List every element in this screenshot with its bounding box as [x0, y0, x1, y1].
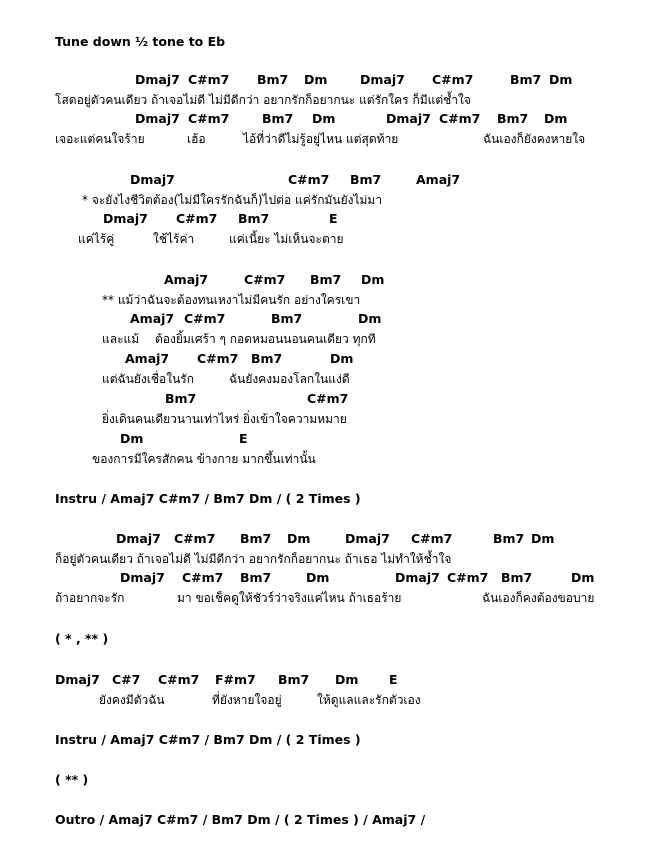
- chord: Dmaj7: [130, 172, 175, 187]
- lyric-segment: ฉันยังคงมองโลกในแง่ดี: [229, 372, 350, 386]
- lyric-line: โสดอยู่ตัวคนเดียว ถ้าเจอไม่ดี ไม่มีดีกว่า อยากรักก็อยากนะ แต่รักใคร ก็มีแต่ช้ำใจ: [55, 93, 471, 107]
- chord: C#m7: [197, 351, 239, 366]
- chord: Bm7: [240, 570, 272, 585]
- chord: Dmaj7: [345, 531, 390, 546]
- chord: Dm: [358, 311, 382, 326]
- chord: Bm7: [165, 391, 197, 406]
- instrumental-line: Instru / Amaj7 C#m7 / Bm7 Dm / ( 2 Times ): [55, 732, 361, 747]
- lyric-segment: ฉันเองก็คงต้องขอบาย: [482, 591, 595, 605]
- chord: Bm7: [251, 351, 283, 366]
- chord: C#m7: [288, 172, 330, 187]
- lyric-line: ของการมีใครสักคน ข้างกาย มากขึ้นเท่านั้น: [92, 452, 316, 466]
- chord: Dm: [330, 351, 354, 366]
- lyric-segment: ยังคงมีตัวฉัน: [99, 693, 165, 707]
- chord: C#m7: [411, 531, 453, 546]
- lyric-segment: ไอ้ที่ว่าดีไม่รู้อยู่ไหน แต่สุดท้าย: [243, 132, 399, 146]
- lyric-segment: แค่เนี้ยะ ไม่เห็นจะตาย: [229, 232, 344, 246]
- chord: Dm: [287, 531, 311, 546]
- chord: Bm7: [238, 211, 270, 226]
- chord: Dmaj7: [120, 570, 165, 585]
- chord: Bm7: [278, 672, 310, 687]
- chord: Bm7: [350, 172, 382, 187]
- chord: Dm: [549, 72, 573, 87]
- lyric-line: ยิ่งเดินคนเดียวนานเท่าไหร่ ยิ่งเข้าใจความหมาย: [102, 412, 347, 426]
- chord: Bm7: [493, 531, 525, 546]
- lyric-segment: มา ขอเช็คดูให้ชัวร์ว่าจริงแค่ไหน ถ้าเธอร้าย: [177, 591, 402, 605]
- lyric-segment: แต่ฉันยังเชื่อในรัก: [102, 372, 195, 386]
- instrumental-line: Instru / Amaj7 C#m7 / Bm7 Dm / ( 2 Times ): [55, 491, 361, 506]
- repeat-marker: ( * , ** ): [55, 631, 109, 646]
- chord: C#m7: [439, 111, 481, 126]
- chord: Dm: [312, 111, 336, 126]
- chord: C#m7: [182, 570, 224, 585]
- chord: Amaj7: [130, 311, 175, 326]
- chord: Amaj7: [164, 272, 209, 287]
- chord: F#m7: [215, 672, 256, 687]
- chord: Dmaj7: [135, 111, 180, 126]
- lyric-segment: ใช้ไร้ค่า: [153, 232, 195, 246]
- chord: C#m7: [447, 570, 489, 585]
- chord: Dmaj7: [116, 531, 161, 546]
- chord: Dmaj7: [103, 211, 148, 226]
- chord: Dm: [571, 570, 595, 585]
- chord: Dm: [335, 672, 359, 687]
- chord: C#m7: [432, 72, 474, 87]
- chord: Dm: [120, 431, 144, 446]
- chord: Dm: [306, 570, 330, 585]
- lyric-segment: ถ้าอยากจะรัก: [55, 591, 125, 605]
- chord: Dm: [544, 111, 568, 126]
- chord: Bm7: [240, 531, 272, 546]
- lyric-line: ก็อยู่ตัวคนเดียว ถ้าเจอไม่ดี ไม่มีดีกว่า อยากรักก็อยากนะ ถ้าเธอ ไม่ทำให้ช้ำใจ: [55, 552, 452, 566]
- chord: Bm7: [510, 72, 542, 87]
- lyric-line: ** แม้ว่าฉันจะต้องทนเหงาไม่มีคนรัก อย่างใครเขา: [102, 293, 361, 307]
- chord: Bm7: [262, 111, 294, 126]
- lyric-segment: ฉันเองก็ยังคงหายใจ: [483, 132, 586, 146]
- chord: C#m7: [188, 72, 230, 87]
- tuning-note: Tune down ½ tone to Eb: [55, 34, 226, 49]
- chord: Dm: [361, 272, 385, 287]
- chord: C#m7: [176, 211, 218, 226]
- chord: C#m7: [158, 672, 200, 687]
- chord: Bm7: [497, 111, 529, 126]
- lyric-segment: ที่ยังหายใจอยู่: [212, 693, 282, 707]
- chord: Amaj7: [125, 351, 170, 366]
- lyric-line: * จะยังไงชีวิตต้อง(ไม่มีใครรักฉันก็)ไปต่อ แค่รักมันยังไม่มา: [82, 193, 383, 207]
- chord: Bm7: [501, 570, 533, 585]
- lyric-segment: เฮ้อ: [187, 132, 206, 146]
- lyric-segment: ให้ดูแลและรักตัวเอง: [317, 693, 421, 707]
- repeat-marker: ( ** ): [55, 772, 89, 787]
- lyric-segment: และแม้: [102, 332, 140, 346]
- chord: Dm: [304, 72, 328, 87]
- outro-line: Outro / Amaj7 C#m7 / Bm7 Dm / ( 2 Times ) / Amaj7 /: [55, 812, 426, 827]
- chord: E: [329, 211, 338, 226]
- lyric-segment: ต้องยิ้มเศร้า ๆ กอดหมอนนอนคนเดียว ทุกที: [155, 332, 376, 346]
- chord: E: [239, 431, 248, 446]
- chord: C#m7: [307, 391, 349, 406]
- chord: Dmaj7: [386, 111, 431, 126]
- chord: Dmaj7: [135, 72, 180, 87]
- chord: E: [389, 672, 398, 687]
- lyric-segment: เจอะแต่คนใจร้าย: [55, 132, 145, 146]
- chord: C#m7: [244, 272, 286, 287]
- chord: C#m7: [188, 111, 230, 126]
- chord: C#m7: [184, 311, 226, 326]
- chord: C#7: [112, 672, 141, 687]
- chord: Bm7: [271, 311, 303, 326]
- chord: Bm7: [257, 72, 289, 87]
- chord: C#m7: [174, 531, 216, 546]
- chord: Dmaj7: [395, 570, 440, 585]
- chord: Dmaj7: [55, 672, 100, 687]
- chord: Bm7: [310, 272, 342, 287]
- lyric-segment: แค่ไร้คู่: [78, 232, 115, 246]
- chord: Dm: [531, 531, 555, 546]
- chord: Dmaj7: [360, 72, 405, 87]
- chord: Amaj7: [416, 172, 461, 187]
